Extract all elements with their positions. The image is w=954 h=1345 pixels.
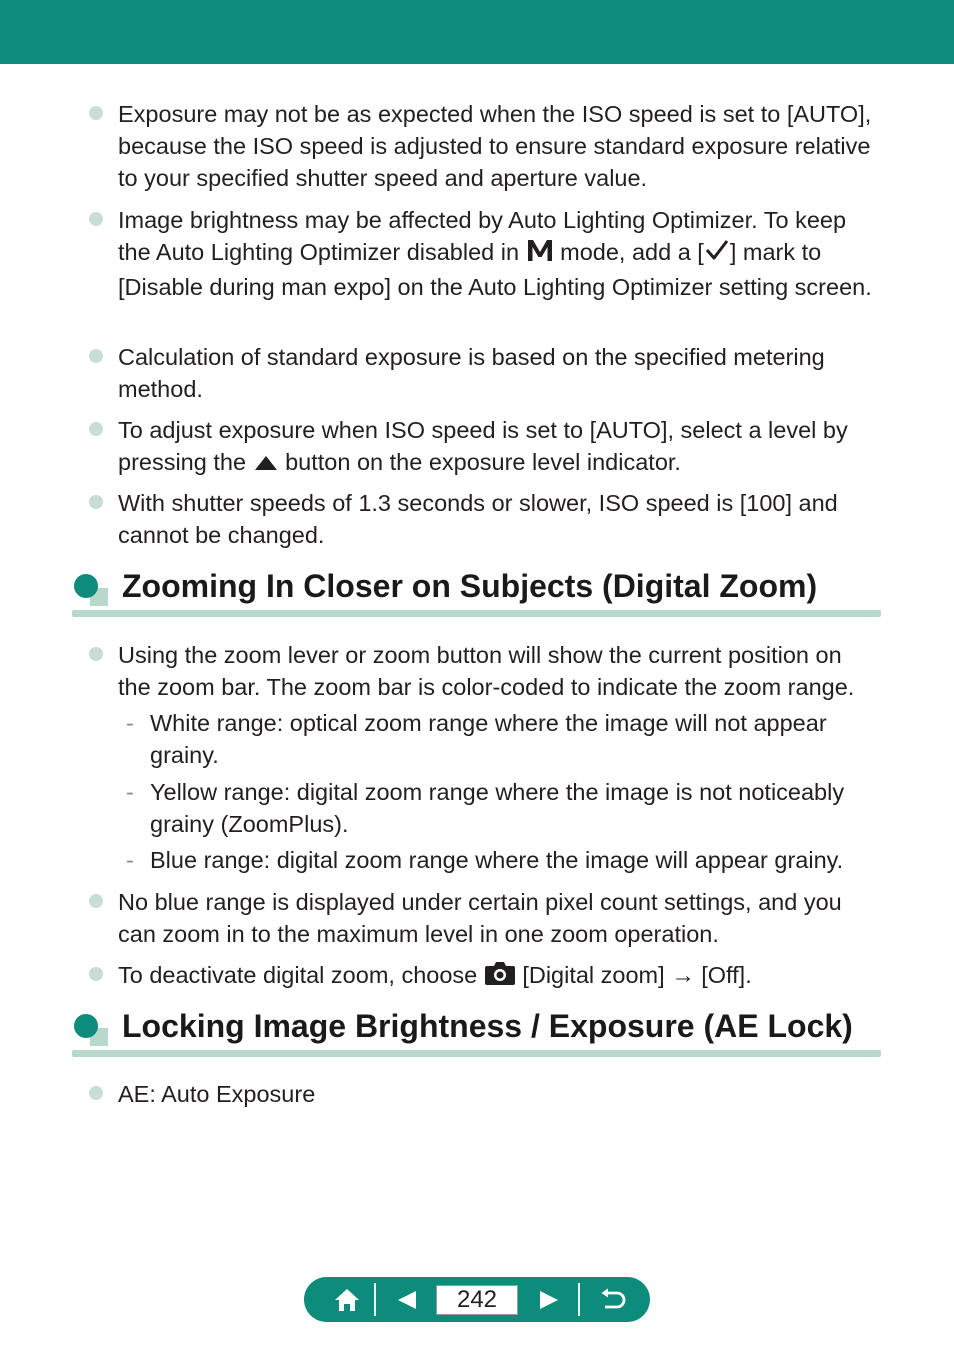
bullet-text: With shutter speeds of 1.3 seconds or slower, ISO speed is [100] and cannot be changed.	[118, 490, 838, 548]
page-number: 242	[436, 1285, 518, 1315]
sub-item-text: Blue range: digital zoom range where the image will appear grainy.	[150, 847, 844, 873]
section-heading-digital-zoom	[72, 570, 882, 620]
section-marker-icon	[72, 574, 110, 606]
next-page-button[interactable]	[524, 1277, 574, 1322]
bullet-dot	[89, 106, 103, 120]
section-title: Locking Image Brightness / Exposure (AE Lock)	[122, 1008, 853, 1044]
nav-separator	[374, 1283, 376, 1316]
list-item	[118, 204, 878, 303]
bullet-text: mode, add a [	[560, 239, 704, 265]
sub-list-item	[126, 844, 880, 876]
bullet-text: Exposure may not be as expected when the ISO speed is set to [AUTO], because the ISO speed is adjusted to ensure standard exposure relative to your specified shutter speed and aperture value.	[118, 101, 872, 191]
bullet-dot	[89, 1086, 103, 1100]
dash-marker: -	[126, 779, 134, 805]
next-arrow-icon	[538, 1290, 560, 1310]
prev-arrow-icon	[396, 1290, 418, 1310]
home-icon	[333, 1287, 361, 1313]
page-navigation-bar	[304, 1277, 650, 1322]
dash-marker: -	[126, 710, 134, 736]
bullet-text: Image brightness may be affected by Auto Lighting Optimizer. To keep the Auto Lighting Optimizer disabled in	[118, 207, 847, 265]
bullet-text: To adjust exposure when ISO speed is set to [AUTO], select a level by pressing the	[118, 417, 848, 475]
bullet-text: AE: Auto Exposure	[118, 1081, 316, 1107]
top-header-bar	[0, 0, 954, 64]
nav-separator	[578, 1283, 580, 1316]
section-underline	[72, 610, 881, 617]
section-marker-icon	[72, 1014, 110, 1046]
list-item	[118, 487, 878, 551]
sub-list-item	[126, 776, 880, 840]
bullet-text: No blue range is displayed under certain pixel count settings, and you can zoom in to the maximum level in one zoom operation.	[118, 889, 842, 947]
list-item	[118, 959, 878, 994]
manual-mode-m-icon	[526, 237, 554, 271]
sub-item-text: White range: optical zoom range where the image will not appear grainy.	[150, 710, 827, 768]
bullet-text: Using the zoom lever or zoom button will show the current position on the zoom bar. The zoom bar is color-coded to indicate the zoom range.	[118, 642, 855, 700]
bullet-text: ] mark to [Disable during man expo] on the Auto Lighting Optimizer setting screen.	[118, 239, 872, 300]
list-item	[118, 1078, 878, 1110]
return-icon	[599, 1288, 627, 1312]
section-underline	[72, 1050, 881, 1057]
home-button[interactable]	[322, 1277, 372, 1322]
bullet-dot	[89, 894, 103, 908]
list-item	[118, 341, 878, 405]
list-item	[118, 886, 878, 950]
section-heading-ae-lock	[72, 1010, 882, 1060]
bullet-text: button on the exposure level indicator.	[285, 449, 681, 475]
bullet-dot	[89, 495, 103, 509]
list-item	[118, 639, 878, 703]
dash-marker: -	[126, 847, 134, 873]
bullet-dot	[89, 647, 103, 661]
return-button[interactable]	[588, 1277, 638, 1322]
bullet-dot	[89, 422, 103, 436]
bullet-text: To deactivate digital zoom, choose	[118, 962, 478, 988]
previous-page-button[interactable]	[382, 1277, 432, 1322]
bullet-dot	[89, 212, 103, 226]
camera-icon	[484, 960, 516, 994]
list-item	[118, 98, 878, 194]
sub-item-text: Yellow range: digital zoom range where the image is not noticeably grainy (ZoomPlus).	[150, 779, 845, 837]
section-title: Zooming In Closer on Subjects (Digital Zoom)	[122, 568, 818, 604]
bullet-text: Calculation of standard exposure is based on the specified metering method.	[118, 344, 825, 402]
checkmark-icon	[704, 238, 730, 270]
bullet-dot	[89, 967, 103, 981]
sub-list-item	[126, 707, 880, 771]
list-item	[118, 414, 878, 480]
bullet-text: [Digital zoom] → [Off].	[522, 962, 752, 988]
bullet-dot	[89, 349, 103, 363]
up-triangle-icon	[253, 448, 279, 480]
